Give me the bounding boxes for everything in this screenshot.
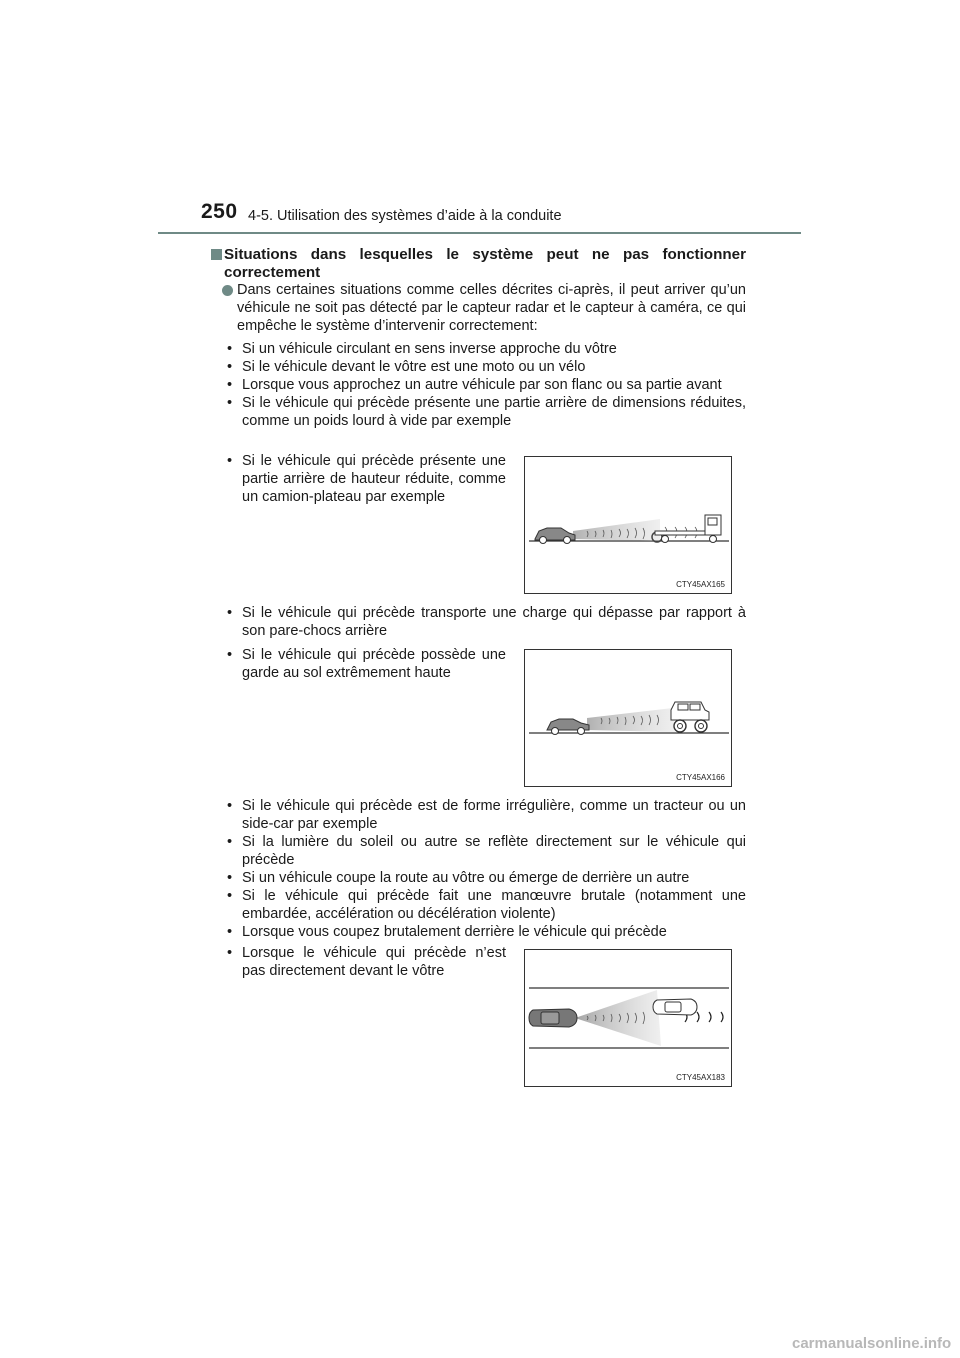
list-item: • Lorsque le véhicule qui précède n’est pas directement devant le vôtre — [227, 944, 506, 980]
list-item: • Si le véhicule qui précède est de forme irrégulière, comme un tracteur ou un side-car par exemple — [227, 797, 746, 833]
figure-high-clearance-vehicle — [524, 649, 732, 787]
condition-list-1 — [227, 340, 746, 430]
square-marker-icon — [211, 249, 222, 260]
section-title — [211, 246, 746, 282]
flatbed-truck-illustration — [525, 457, 733, 595]
intro-text: Dans certaines situations comme celles décrites ci-après, il peut arriver qu’un véhicule ne soit pas détecté par le capteur radar et le capteur à caméra, ce qui empêche le système d’intervenir correctement: — [237, 282, 746, 334]
page-number: 250 — [201, 200, 238, 223]
figure-code: CTY45AX166 — [676, 773, 725, 782]
figure-1-caption-list — [227, 452, 506, 506]
list-item: • Si le véhicule qui précède possède une garde au sol extrêmement haute — [227, 646, 506, 682]
chapter-title: 4-5. Utilisation des systèmes d’aide à la conduite — [248, 208, 562, 224]
list-item: • Si le véhicule qui précède transporte une charge qui dépasse par rapport à son pare-chocs arrière — [227, 604, 746, 640]
list-item: • Si un véhicule circulant en sens inverse approche du vôtre — [227, 340, 746, 358]
condition-list-3 — [227, 797, 746, 941]
watermark: carmanualsonline.info — [792, 1335, 952, 1352]
figure-offset-vehicle — [524, 949, 732, 1087]
list-item: • Si le véhicule qui précède présente une partie arrière de hauteur réduite, comme un camion-plateau par exemple — [227, 452, 506, 506]
figure-code: CTY45AX165 — [676, 580, 725, 589]
header-divider — [158, 232, 801, 234]
list-item: • Lorsque vous coupez brutalement derrière le véhicule qui précède — [227, 923, 746, 941]
intro-paragraph — [222, 281, 746, 335]
figure-3-caption-list — [227, 944, 506, 980]
list-item: • Si le véhicule qui précède fait une manœuvre brutale (notamment une embardée, accélération ou décélération violente) — [227, 887, 746, 923]
section-title-text: Situations dans lesquelles le système peut ne pas fonctionner correctement — [224, 246, 746, 281]
list-item: • Si un véhicule coupe la route au vôtre ou émerge de derrière un autre — [227, 869, 746, 887]
figure-code: CTY45AX183 — [676, 1073, 725, 1082]
high-clearance-illustration — [525, 650, 733, 788]
condition-list-2 — [227, 604, 746, 640]
figure-2-caption-list — [227, 646, 506, 682]
list-item: • Si le véhicule qui précède présente une partie arrière de dimensions réduites, comme un poids lourd à vide par exemple — [227, 394, 746, 430]
figure-flatbed-truck — [524, 456, 732, 594]
list-item: • Lorsque vous approchez un autre véhicule par son flanc ou sa partie avant — [227, 376, 746, 394]
list-item: • Si la lumière du soleil ou autre se reflète directement sur le véhicule qui précède — [227, 833, 746, 869]
offset-vehicle-illustration — [525, 950, 733, 1088]
list-item: • Si le véhicule devant le vôtre est une moto ou un vélo — [227, 358, 746, 376]
circle-bullet-icon — [222, 285, 233, 296]
